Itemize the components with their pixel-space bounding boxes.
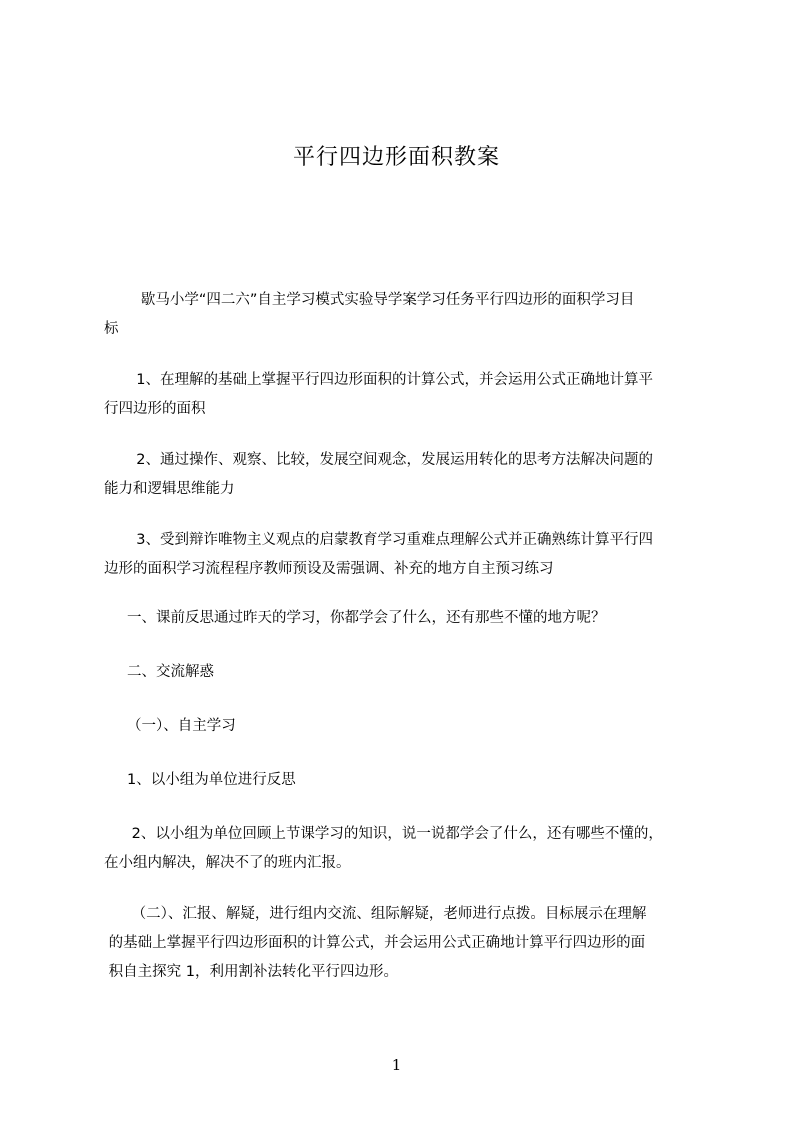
paragraph-item-2: [104, 820, 714, 878]
page-number: 1: [391, 1056, 402, 1074]
paragraph-line: 歇马小学“四二六”自主学习模式实验导学案学习任务平行四边形的面积学习目: [104, 292, 635, 308]
paragraph-goal-3: [104, 526, 714, 584]
paragraph-line: 积自主探究 1，利用割补法转化平行四边形。: [104, 964, 398, 980]
paragraph-item-1: [104, 766, 714, 795]
paragraph-line: 的基础上掌握平行四边形面积的计算公式，并会运用公式正确地计算平行四边形的面: [104, 935, 646, 951]
paragraph-line: 在小组内解决，解决不了的班内汇报。: [104, 855, 351, 871]
paragraph-line: 边形的面积学习流程程序教师预设及需强调、补充的地方自主预习练习: [104, 561, 554, 577]
paragraph-section-2: [104, 658, 714, 687]
paragraph-line: 行四边形的面积: [104, 401, 206, 417]
paragraph-subsection-1: [104, 712, 714, 741]
paragraph-line: 标: [104, 321, 119, 337]
paragraph-line: 1、在理解的基础上掌握平行四边形面积的计算公式，并会运用公式正确地计算平: [104, 372, 653, 388]
paragraph-line: （二）、汇报、解疑，进行组内交流、组际解疑，老师进行点拨。目标展示在理解: [104, 906, 647, 922]
paragraph-learning-goals: [104, 286, 714, 344]
paragraph-line: （一）、自主学习: [104, 718, 236, 734]
paragraph-line: 能力和逻辑思维能力: [104, 481, 235, 497]
paragraph-line: 一、课前反思通过昨天的学习，你都学会了什么，还有那些不懂的地方呢？: [104, 610, 606, 626]
paragraph-section-1: [104, 604, 714, 633]
paragraph-subsection-2: [104, 900, 714, 987]
paragraph-goal-1: [104, 366, 714, 424]
paragraph-line: 3、受到辩诈唯物主义观点的启蒙教育学习重难点理解公式并正确熟练计算平行四: [104, 532, 653, 548]
paragraph-line: 2、以小组为单位回顾上节课学习的知识，说一说都学会了什么，还有哪些不懂的，: [104, 826, 663, 842]
document-title: 平行四边形面积教案: [292, 145, 500, 170]
paragraph-line: 2、通过操作、观察、比较，发展空间观念，发展运用转化的思考方法解决问题的: [104, 452, 653, 468]
paragraph-line: 二、交流解惑: [104, 664, 215, 680]
paragraph-goal-2: [104, 446, 714, 504]
paragraph-line: 1、以小组为单位进行反思: [104, 772, 296, 788]
